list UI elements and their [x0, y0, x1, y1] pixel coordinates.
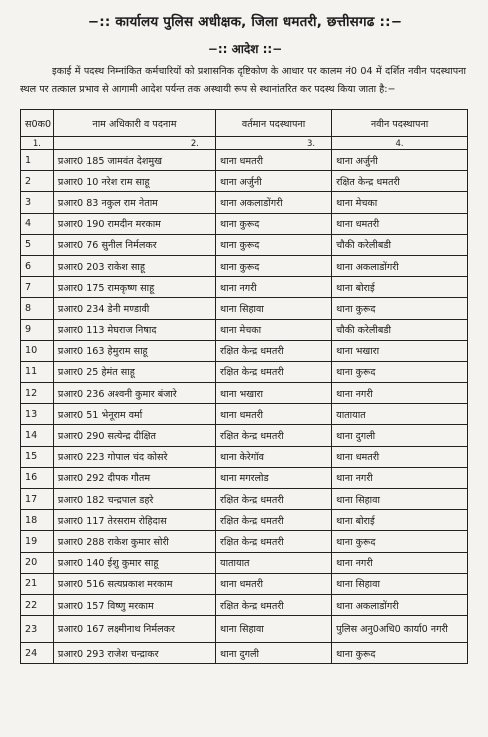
order-title: −:: आदेश ::−	[207, 42, 283, 56]
name-cell: प्रआर0 157 विष्णु मरकाम	[53, 594, 215, 615]
header-serial: स0क0	[21, 110, 54, 137]
current-posting-cell: रक्षित केन्द्र धमतरी	[216, 594, 332, 615]
new-posting-cell: थाना कुरूद	[332, 643, 468, 664]
table-row	[21, 192, 468, 213]
table-row	[21, 616, 468, 643]
current-posting-cell: थाना सिहावा	[216, 298, 332, 319]
name-cell: प्रआर0 292 दीपक गौतम	[53, 467, 215, 488]
name-cell: प्रआर0 203 राकेश साहू	[53, 255, 215, 276]
header-current-posting: वर्तमान पदस्थापना	[216, 110, 332, 137]
order-intro-paragraph: इकाई में पदस्थ निम्नांकित कर्मचारियों को प्रशासनिक दृष्टिकोण के आधार पर कालम नं0 04 में दर्शित नवीन पदस्थापना स्थल पर तत्काल प्रभाव से आगामी आदेश पर्यन्त तक अस्थायी रूप से स्थानांतरित कर पदस्थ किया जाता है:−	[20, 66, 466, 95]
new-posting-cell: चौकी करेलीबडी	[332, 319, 468, 340]
new-posting-cell: थाना बोराई	[332, 277, 468, 298]
name-cell: प्रआर0 25 हेमंत साहू	[53, 361, 215, 382]
serial-cell: 21	[21, 573, 54, 594]
serial-cell: 4	[21, 213, 54, 234]
name-cell: प्रआर0 516 सत्यप्रकाश मरकाम	[53, 573, 215, 594]
serial-cell: 6	[21, 255, 54, 276]
name-cell: प्रआर0 51 भेनूराम वर्मा	[53, 404, 215, 425]
name-cell: प्रआर0 182 चन्द्रपाल डहरे	[53, 489, 215, 510]
column-number: 3.	[216, 137, 332, 150]
new-posting-cell: थाना कुरूद	[332, 361, 468, 382]
table-row	[21, 573, 468, 594]
table-row	[21, 643, 468, 664]
serial-cell: 23	[21, 616, 54, 643]
current-posting-cell: थाना धमतरी	[216, 404, 332, 425]
new-posting-cell: थाना सिहावा	[332, 573, 468, 594]
serial-cell: 5	[21, 234, 54, 255]
name-cell: प्रआर0 293 राजेश चन्द्राकर	[53, 643, 215, 664]
current-posting-cell: थाना दुगली	[216, 643, 332, 664]
current-posting-cell: थाना कुरूद	[216, 234, 332, 255]
name-cell: प्रआर0 290 सत्येन्द्र दीक्षित	[53, 425, 215, 446]
transfer-table	[20, 109, 468, 664]
table-row	[21, 361, 468, 382]
table-row	[21, 531, 468, 552]
header-name: नाम अधिकारी व पदनाम	[53, 110, 215, 137]
name-cell: प्रआर0 236 अश्वनी कुमार बंजारे	[53, 383, 215, 404]
table-row	[21, 150, 468, 171]
current-posting-cell: थाना अकलाडोंगरी	[216, 192, 332, 213]
current-posting-cell: यातायात	[216, 552, 332, 573]
name-cell: प्रआर0 234 डेनी मण्डावी	[53, 298, 215, 319]
serial-cell: 14	[21, 425, 54, 446]
table-row	[21, 446, 468, 467]
new-posting-cell: थाना बोराई	[332, 510, 468, 531]
table-header-row	[21, 110, 468, 137]
new-posting-cell: यातायात	[332, 404, 468, 425]
name-cell: प्रआर0 167 लक्ष्मीनाथ निर्मलकर	[53, 616, 215, 643]
current-posting-cell: थाना केरेगॉव	[216, 446, 332, 467]
name-cell: प्रआर0 10 नरेश राम साहू	[53, 171, 215, 192]
current-posting-cell: रक्षित केन्द्र धमतरी	[216, 361, 332, 382]
new-posting-cell: पुलिस अनु0अधि0 कार्या0 नगरी	[332, 616, 468, 643]
table-row	[21, 213, 468, 234]
column-number: 2.	[53, 137, 215, 150]
serial-cell: 16	[21, 467, 54, 488]
current-posting-cell: रक्षित केन्द्र धमतरी	[216, 425, 332, 446]
new-posting-cell: थाना मेचका	[332, 192, 468, 213]
current-posting-cell: रक्षित केन्द्र धमतरी	[216, 510, 332, 531]
serial-cell: 18	[21, 510, 54, 531]
serial-cell: 8	[21, 298, 54, 319]
serial-cell: 7	[21, 277, 54, 298]
table-row	[21, 234, 468, 255]
serial-cell: 12	[21, 383, 54, 404]
current-posting-cell: थाना कुरूद	[216, 213, 332, 234]
new-posting-cell: रक्षित केन्द्र धमतरी	[332, 171, 468, 192]
new-posting-cell: थाना भखारा	[332, 340, 468, 361]
table-row	[21, 171, 468, 192]
name-cell: प्रआर0 113 मेघराज निषाद	[53, 319, 215, 340]
current-posting-cell: थाना नगरी	[216, 277, 332, 298]
current-posting-cell: थाना अर्जुनी	[216, 171, 332, 192]
new-posting-cell: थाना कुरूद	[332, 298, 468, 319]
name-cell: प्रआर0 83 नकुल राम नेताम	[53, 192, 215, 213]
name-cell: प्रआर0 76 सुनील निर्मलकर	[53, 234, 215, 255]
serial-cell: 19	[21, 531, 54, 552]
name-cell: प्रआर0 185 जामवंत देशमुख	[53, 150, 215, 171]
new-posting-cell: थाना नगरी	[332, 383, 468, 404]
new-posting-cell: थाना सिहावा	[332, 489, 468, 510]
current-posting-cell: थाना भखारा	[216, 383, 332, 404]
new-posting-cell: थाना अकलाडोंगरी	[332, 255, 468, 276]
new-posting-cell: थाना अकलाडोंगरी	[332, 594, 468, 615]
serial-cell: 9	[21, 319, 54, 340]
current-posting-cell: रक्षित केन्द्र धमतरी	[216, 531, 332, 552]
name-cell: प्रआर0 223 गोपाल चंद कोसरे	[53, 446, 215, 467]
table-row	[21, 255, 468, 276]
name-cell: प्रआर0 190 रामदीन मरकाम	[53, 213, 215, 234]
serial-cell: 3	[21, 192, 54, 213]
name-cell: प्रआर0 288 राकेश कुमार सोरी	[53, 531, 215, 552]
office-heading: −:: कार्यालय पुलिस अधीक्षक, जिला धमतरी, छत्तीसगढ ::−	[87, 14, 403, 30]
new-posting-cell: थाना कुरूद	[332, 531, 468, 552]
table-row	[21, 552, 468, 573]
name-cell: प्रआर0 117 तेरसराम रोहिदास	[53, 510, 215, 531]
table-row	[21, 404, 468, 425]
new-posting-cell: थाना धमतरी	[332, 446, 468, 467]
current-posting-cell: थाना कुरूद	[216, 255, 332, 276]
new-posting-cell: थाना नगरी	[332, 552, 468, 573]
new-posting-cell: थाना अर्जुनी	[332, 150, 468, 171]
serial-cell: 11	[21, 361, 54, 382]
serial-cell: 17	[21, 489, 54, 510]
current-posting-cell: थाना धमतरी	[216, 573, 332, 594]
serial-cell: 15	[21, 446, 54, 467]
new-posting-cell: थाना दुगली	[332, 425, 468, 446]
current-posting-cell: थाना मेचका	[216, 319, 332, 340]
table-row	[21, 467, 468, 488]
table-row	[21, 298, 468, 319]
table-row	[21, 425, 468, 446]
table-row	[21, 594, 468, 615]
current-posting-cell: थाना धमतरी	[216, 150, 332, 171]
table-row	[21, 319, 468, 340]
table-row	[21, 489, 468, 510]
current-posting-cell: रक्षित केन्द्र धमतरी	[216, 489, 332, 510]
column-number: 1.	[21, 137, 54, 150]
serial-cell: 24	[21, 643, 54, 664]
header-new-posting: नवीन पदस्थापना	[332, 110, 468, 137]
table-body	[21, 150, 468, 664]
column-number-row	[21, 137, 468, 150]
current-posting-cell: रक्षित केन्द्र धमतरी	[216, 340, 332, 361]
serial-cell: 2	[21, 171, 54, 192]
serial-cell: 10	[21, 340, 54, 361]
table-row	[21, 340, 468, 361]
serial-cell: 13	[21, 404, 54, 425]
serial-cell: 22	[21, 594, 54, 615]
serial-cell: 20	[21, 552, 54, 573]
column-number: 4.	[332, 137, 468, 150]
new-posting-cell: चौकी करेलीबडी	[332, 234, 468, 255]
table-row	[21, 277, 468, 298]
current-posting-cell: थाना सिहावा	[216, 616, 332, 643]
name-cell: प्रआर0 175 रामकृष्ण साहू	[53, 277, 215, 298]
new-posting-cell: थाना नगरी	[332, 467, 468, 488]
new-posting-cell: थाना धमतरी	[332, 213, 468, 234]
name-cell: प्रआर0 140 ईशु कुमार साहू	[53, 552, 215, 573]
table-row	[21, 510, 468, 531]
table-row	[21, 383, 468, 404]
name-cell: प्रआर0 163 हेमुराम साहू	[53, 340, 215, 361]
current-posting-cell: थाना मगरलोड	[216, 467, 332, 488]
serial-cell: 1	[21, 150, 54, 171]
